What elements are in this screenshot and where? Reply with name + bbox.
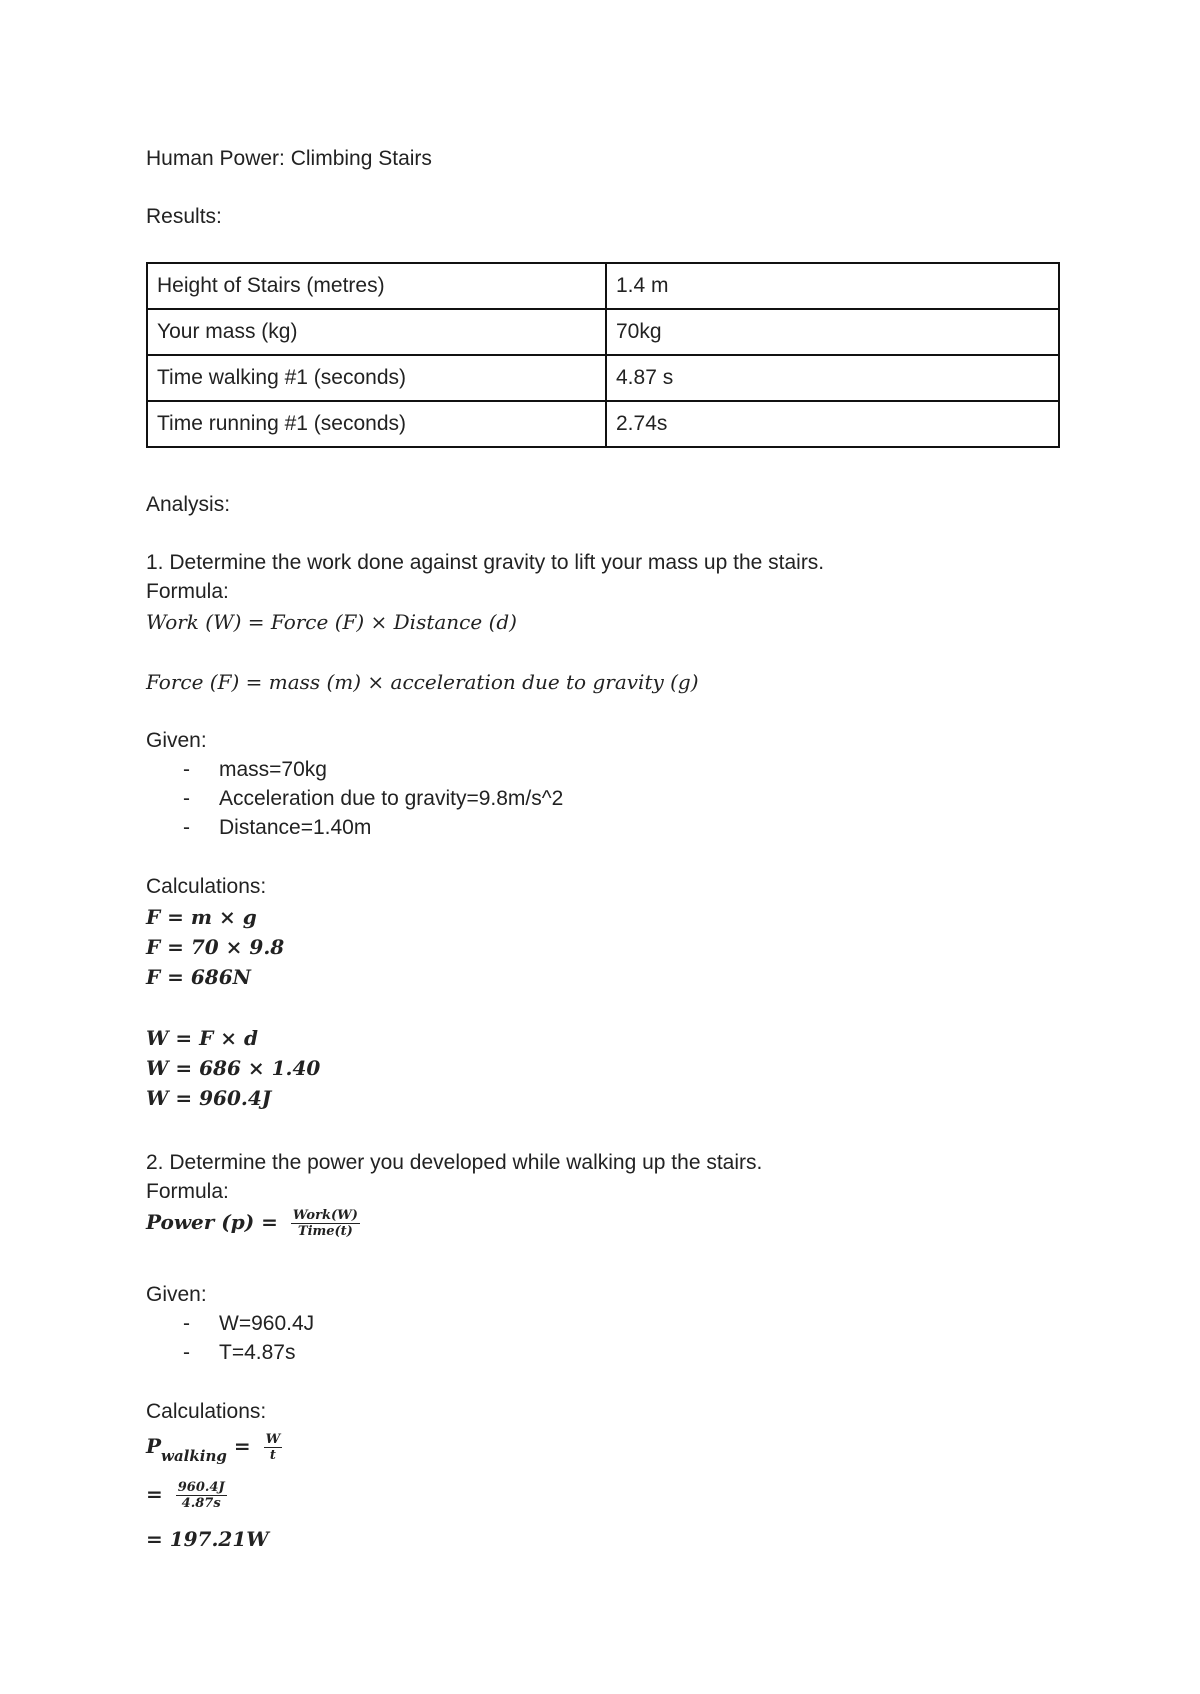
table-row bbox=[147, 401, 1059, 447]
table-cell-label: Your mass (kg) bbox=[147, 309, 606, 355]
list-bullet: - bbox=[183, 787, 190, 810]
power-symbol: P bbox=[146, 1434, 162, 1458]
results-table bbox=[146, 262, 1060, 448]
list-bullet: - bbox=[183, 816, 190, 839]
list-item: W=960.4J bbox=[219, 1312, 315, 1335]
power-subscript: walking bbox=[161, 1447, 227, 1465]
calc-power-1 bbox=[146, 1432, 282, 1463]
calc-work-2: W = 686 × 1.40 bbox=[146, 1056, 321, 1080]
fraction-denominator: 4.87s bbox=[181, 1496, 221, 1511]
table-cell-label: Time running #1 (seconds) bbox=[147, 401, 606, 447]
fraction-denominator: t bbox=[269, 1448, 276, 1463]
list-item: Distance=1.40m bbox=[219, 816, 372, 839]
fraction-numerator: W bbox=[265, 1432, 281, 1447]
calc-work-3: W = 960.4J bbox=[146, 1086, 272, 1110]
formula-force: Force (F) = mass (m) × acceleration due to gravity (g) bbox=[146, 670, 699, 694]
page-title: Human Power: Climbing Stairs bbox=[146, 147, 432, 170]
power-fraction bbox=[264, 1432, 283, 1463]
calc-work-1: W = F × d bbox=[146, 1026, 259, 1050]
formula-work: Work (W) = Force (F) × Distance (d) bbox=[146, 610, 517, 634]
fraction-numerator: 960.4J bbox=[177, 1480, 225, 1495]
calc-power-2 bbox=[146, 1480, 227, 1511]
list-item: T=4.87s bbox=[219, 1341, 296, 1364]
formula-label: Formula: bbox=[146, 1180, 229, 1203]
calc-force-1: F = m × g bbox=[146, 905, 257, 929]
list-bullet: - bbox=[183, 758, 190, 781]
formula-label: Formula: bbox=[146, 580, 229, 603]
fraction-numerator: Work(W) bbox=[292, 1208, 358, 1223]
calculations-label: Calculations: bbox=[146, 1400, 267, 1423]
formula-power bbox=[146, 1208, 360, 1239]
formula-power-fraction bbox=[291, 1208, 360, 1239]
calculations-label: Calculations: bbox=[146, 875, 267, 898]
table-cell-value: 70kg bbox=[606, 309, 1059, 355]
equals-sign: = bbox=[146, 1482, 163, 1506]
table-cell-value: 4.87 s bbox=[606, 355, 1059, 401]
fraction-denominator: Time(t) bbox=[297, 1224, 353, 1239]
formula-power-lhs: Power (p) = bbox=[146, 1210, 278, 1234]
list-bullet: - bbox=[183, 1341, 190, 1364]
results-heading: Results: bbox=[146, 205, 222, 228]
table-row bbox=[147, 309, 1059, 355]
given-label: Given: bbox=[146, 1283, 207, 1306]
analysis-heading: Analysis: bbox=[146, 493, 231, 516]
table-cell-label: Time walking #1 (seconds) bbox=[147, 355, 606, 401]
list-item: Acceleration due to gravity=9.8m/s^2 bbox=[219, 787, 564, 810]
equals-sign: = bbox=[233, 1434, 251, 1458]
question-2: 2. Determine the power you developed while walking up the stairs. bbox=[146, 1151, 763, 1174]
calc-force-3: F = 686N bbox=[146, 965, 251, 989]
question-1: 1. Determine the work done against gravity to lift your mass up the stairs. bbox=[146, 551, 825, 574]
table-cell-value: 1.4 m bbox=[606, 263, 1059, 309]
table-row bbox=[147, 263, 1059, 309]
power-fraction bbox=[176, 1480, 227, 1511]
table-cell-value: 2.74s bbox=[606, 401, 1059, 447]
list-bullet: - bbox=[183, 1312, 190, 1335]
given-label: Given: bbox=[146, 729, 207, 752]
table-cell-label: Height of Stairs (metres) bbox=[147, 263, 606, 309]
list-item: mass=70kg bbox=[219, 758, 327, 781]
table-row bbox=[147, 355, 1059, 401]
calc-force-2: F = 70 × 9.8 bbox=[146, 935, 285, 959]
calc-power-result: = 197.21W bbox=[146, 1527, 269, 1551]
